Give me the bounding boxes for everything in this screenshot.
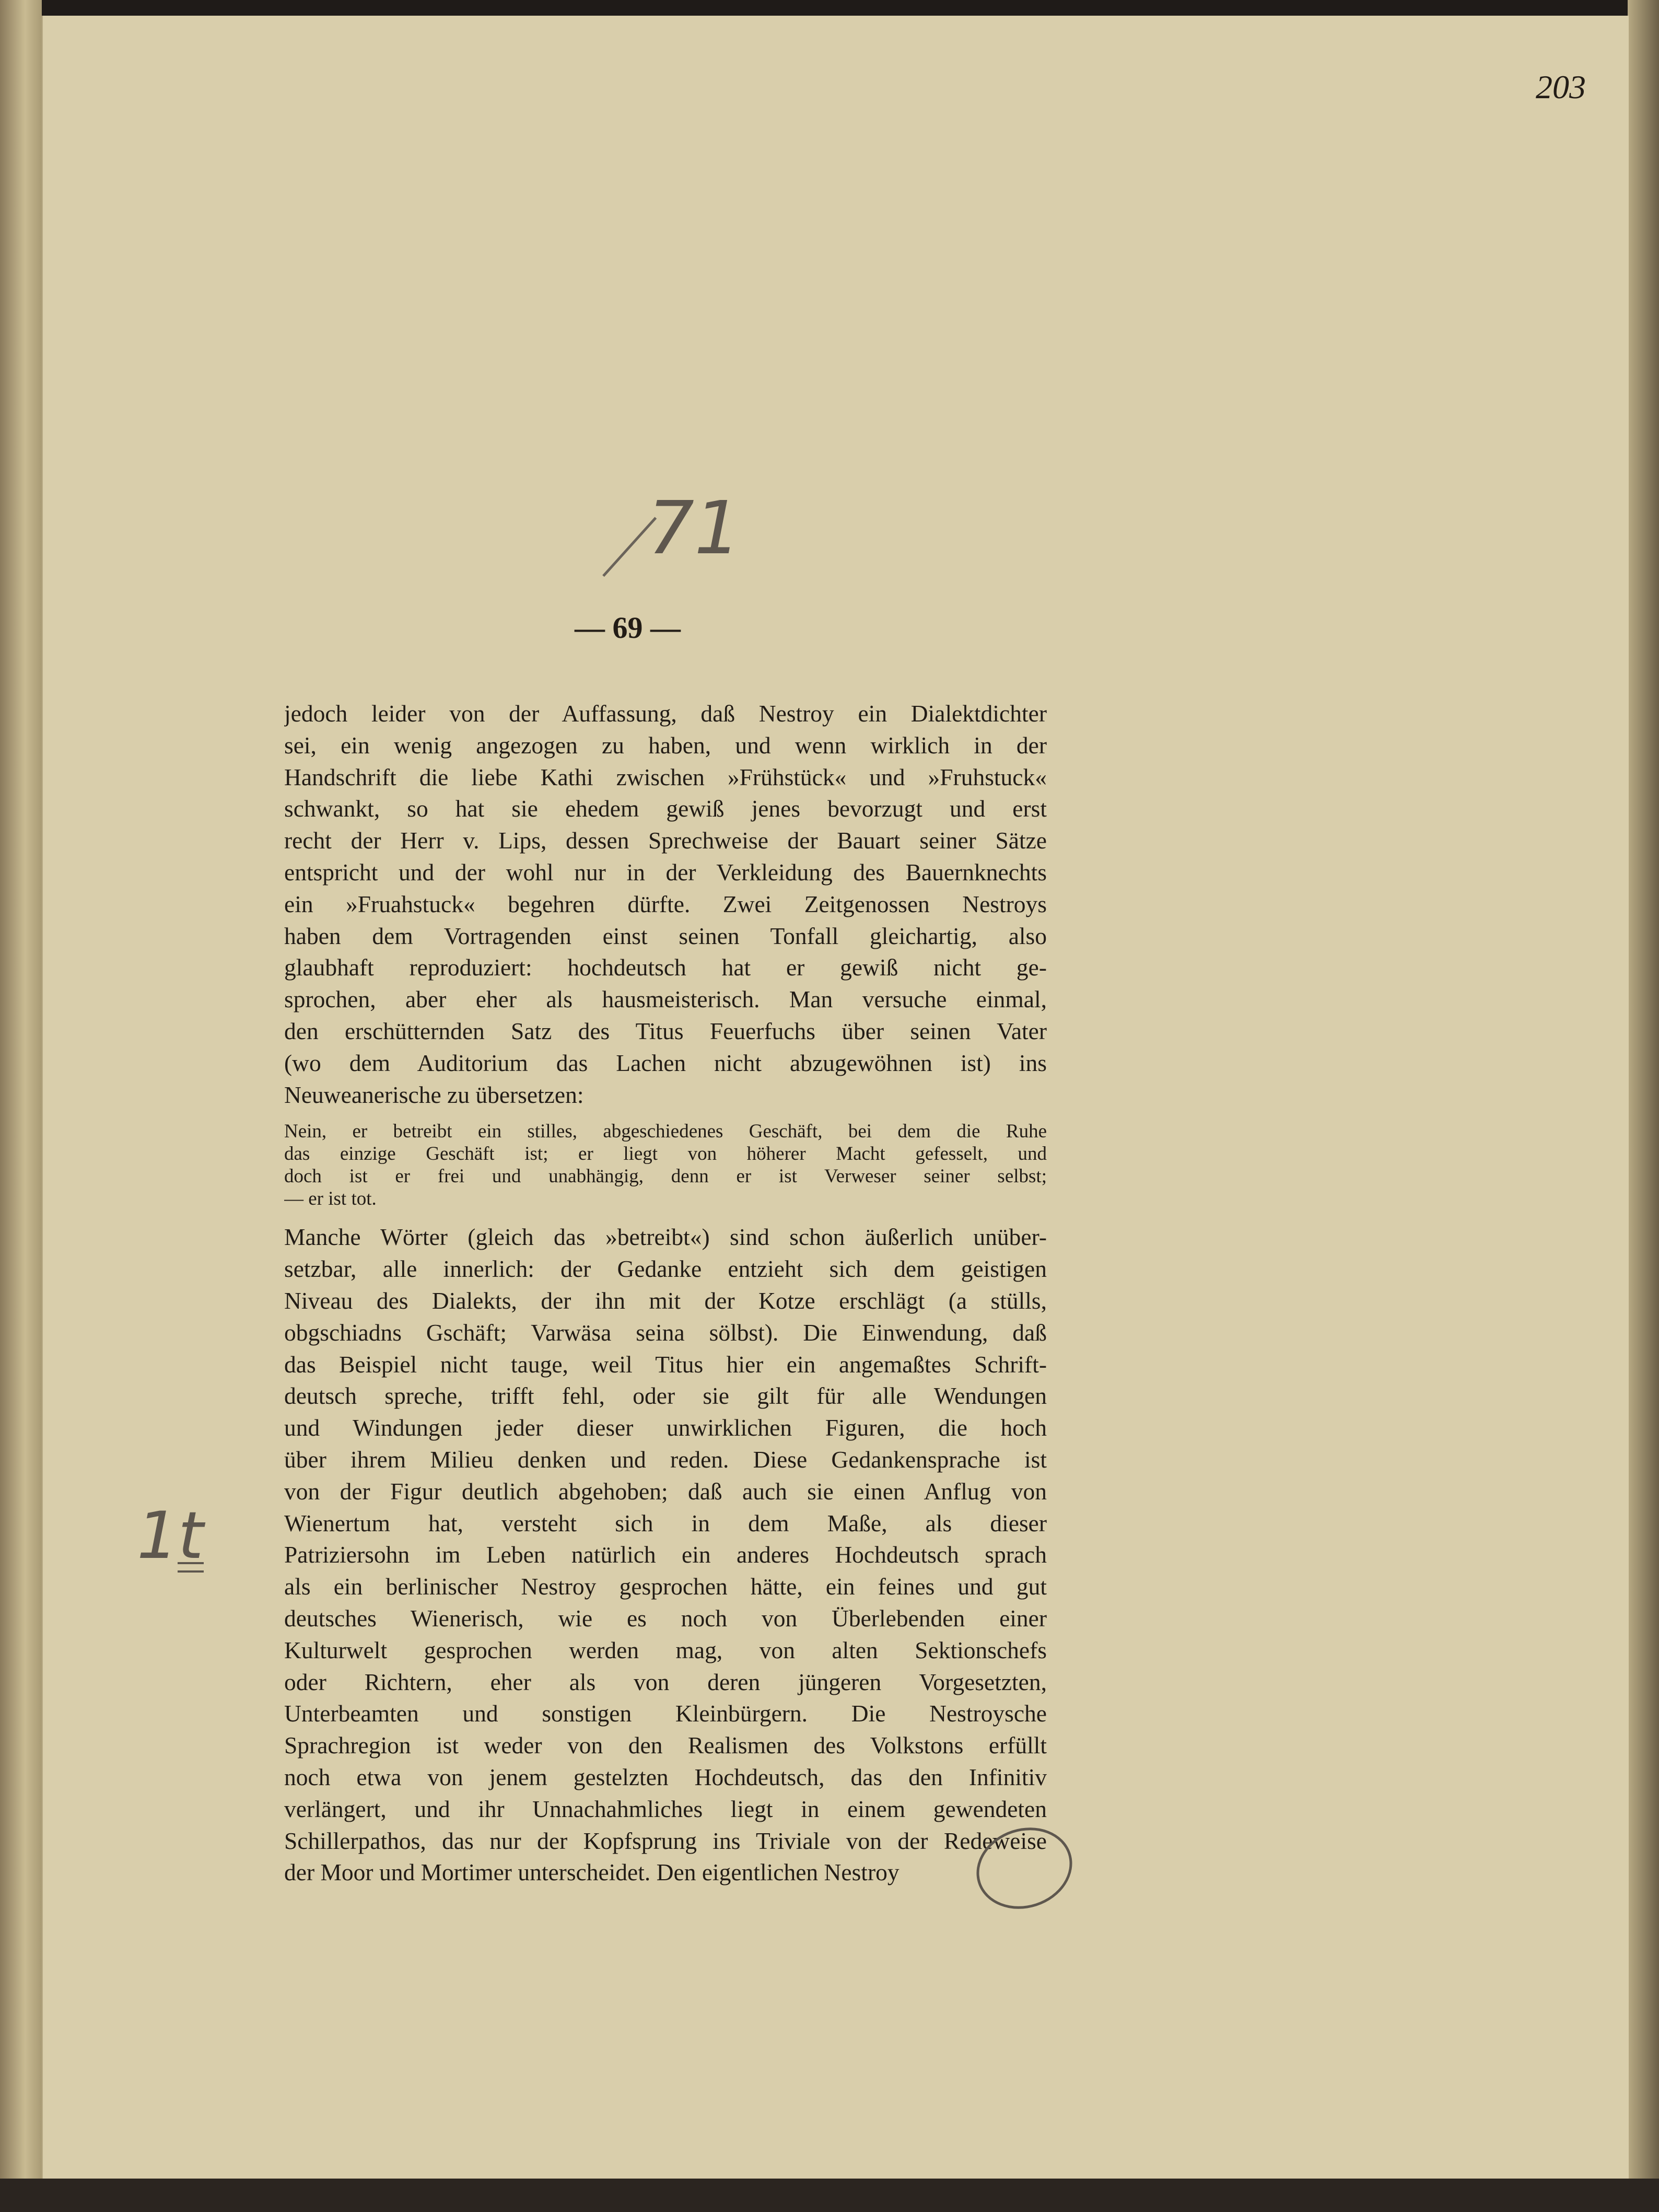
text-line: sprochen, aber eher als hausmeisterisch. Man versuche einmal, — [284, 986, 1047, 1013]
text-line: Neuweanerische zu übersetzen: — [284, 1081, 584, 1108]
quote-line: Nein, er betreibt ein stilles, abgeschiedenes Geschäft, bei dem die Ruhe — [284, 1121, 1047, 1143]
text-line: glaubhaft reproduziert: hochdeutsch hat er gewiß nicht ge- — [284, 954, 1047, 981]
quotation-block — [284, 1120, 1047, 1210]
margin-pencil-annotation: 1t — [137, 1498, 204, 1574]
text-line: setzbar, alle innerlich: der Gedanke entzieht sich dem geistigen — [284, 1255, 1047, 1283]
text-line: deutsch spreche, trifft fehl, oder sie gilt für alle Wendungen — [284, 1382, 1047, 1410]
text-line: Wienertum hat, versteht sich in dem Maße, als dieser — [284, 1509, 1047, 1536]
text-line: Niveau des Dialekts, der ihn mit der Kotze erschlägt (a stülls, — [284, 1287, 1047, 1314]
text-line: recht der Herr v. Lips, dessen Sprechweise der Bauart seiner Sätze — [284, 827, 1047, 854]
text-line: oder Richtern, eher als von deren jüngeren Vorgesetzten, — [284, 1668, 1047, 1695]
text-line: der Moor und Mortimer unterscheidet. Den eigentlichen Nestroy — [284, 1859, 899, 1886]
text-line: (wo dem Auditorium das Lachen nicht abzugewöhnen ist) ins — [284, 1049, 1047, 1076]
text-line: das Beispiel nicht tauge, weil Titus hier ein angemaßtes Schrift- — [284, 1351, 1047, 1378]
quote-line: doch ist er frei und unabhängig, denn er ist Verweser seiner selbst; — [284, 1166, 1047, 1188]
text-line: Handschrift die liebe Kathi zwischen »Frühstück« und »Fruhstuck« — [284, 763, 1047, 790]
scan-bottom-border — [0, 2179, 1659, 2212]
page-right-edge — [1628, 0, 1659, 2212]
pencil-page-number-annotation: 71 — [648, 486, 741, 571]
paragraph-1 — [284, 698, 1047, 1111]
text-line: sei, ein wenig angezogen zu haben, und wenn wirklich in der — [284, 731, 1047, 759]
text-line: haben dem Vortragenden einst seinen Tonfall gleichartig, also — [284, 922, 1047, 949]
body-text — [284, 698, 1047, 1889]
text-line: noch etwa von jenem gestelzten Hochdeutsch, das den Infinitiv — [284, 1763, 1047, 1790]
text-line: und Windungen jeder dieser unwirklichen Figuren, die hoch — [284, 1414, 1047, 1441]
text-line: Kulturwelt gesprochen werden mag, von alten Sektionschefs — [284, 1636, 1047, 1663]
margin-mark-underline — [178, 1562, 204, 1573]
text-line: obgschiadns Gschäft; Varwäsa seina sölbst). Die Einwendung, daß — [284, 1319, 1047, 1346]
text-line: über ihrem Milieu denken und reden. Diese Gedankensprache ist — [284, 1446, 1047, 1473]
text-line: Manche Wörter (gleich das »betreibt«) sind schon äußerlich unüber- — [284, 1224, 1047, 1251]
scan-top-border — [0, 0, 1659, 16]
quote-line: — er ist tot. — [284, 1188, 377, 1210]
facing-page-edge — [0, 0, 42, 2212]
text-line: als ein berlinischer Nestroy gesprochen hätte, ein feines und gut — [284, 1573, 1047, 1600]
text-line: Schillerpathos, das nur der Kopfsprung ins Triviale von der Redeweise — [284, 1827, 1047, 1854]
text-line: deutsches Wienerisch, wie es noch von Überlebenden einer — [284, 1604, 1047, 1632]
archive-number-annotation: 203 — [1536, 68, 1586, 106]
text-line: entspricht und der wohl nur in der Verkleidung des Bauernknechts — [284, 858, 1047, 886]
text-line: Sprachregion ist weder von den Realismen des Volkstons erfüllt — [284, 1732, 1047, 1759]
text-line: ein »Fruahstuck« begehren dürfte. Zwei Zeitgenossen Nestroys — [284, 890, 1047, 917]
text-line: verlängert, und ihr Unnachahmliches liegt in einem gewendeten — [284, 1795, 1047, 1822]
paragraph-2 — [284, 1221, 1047, 1889]
text-line: Patriziersohn im Leben natürlich ein anderes Hochdeutsch sprach — [284, 1541, 1047, 1568]
text-line: den erschütternden Satz des Titus Feuerfuchs über seinen Vater — [284, 1017, 1047, 1044]
text-line: von der Figur deutlich abgehoben; daß auch sie einen Anflug von — [284, 1477, 1047, 1505]
printed-page-number: — 69 — — [575, 611, 681, 645]
text-line: jedoch leider von der Auffassung, daß Nestroy ein Dialektdichter — [284, 700, 1047, 727]
text-line: schwankt, so hat sie ehedem gewiß jenes bevorzugt und erst — [284, 795, 1047, 822]
text-line: Unterbeamten und sonstigen Kleinbürgern. Die Nestroysche — [284, 1700, 1047, 1727]
quote-line: das einzige Geschäft ist; er liegt von höherer Macht gefesselt, und — [284, 1143, 1047, 1165]
